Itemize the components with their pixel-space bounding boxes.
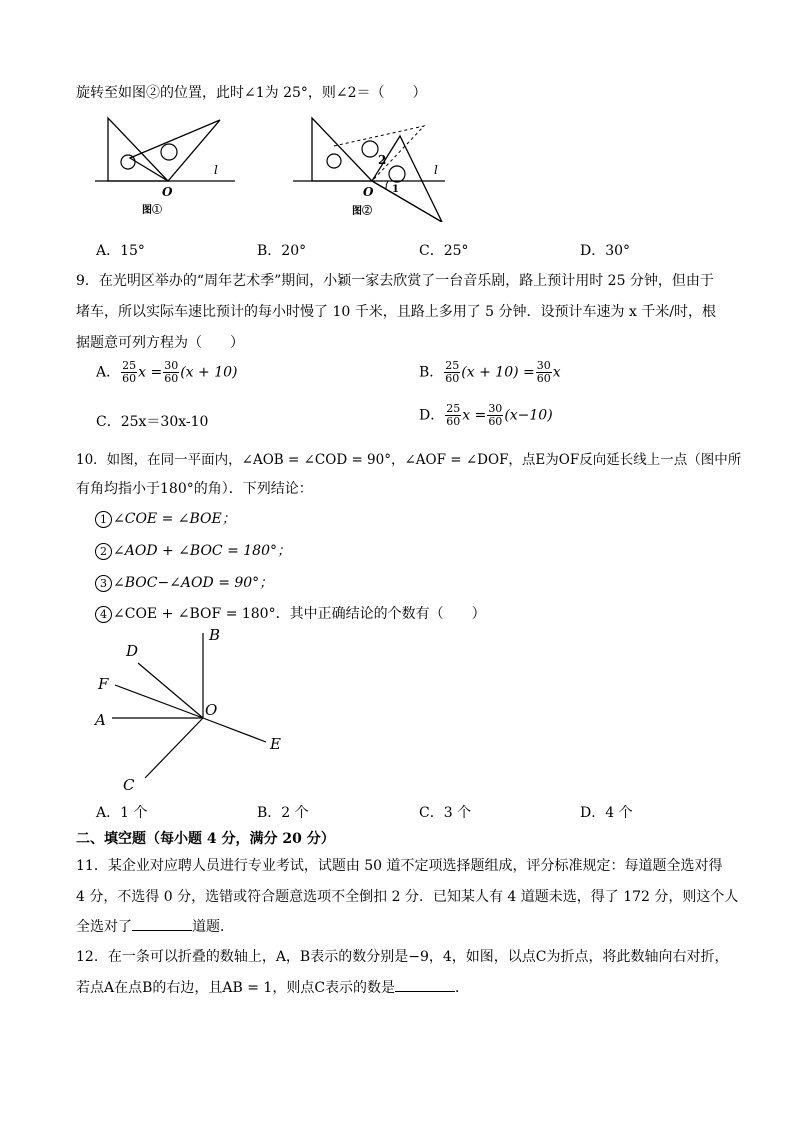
fig1-set-square-right (130, 120, 220, 181)
q10-conclusion-1: 1 ∠COE = ∠BOE； (95, 508, 236, 528)
q12-line-2: 若点A在点B的右边，且AB = 1，则点C表示的数是 ． (76, 980, 470, 996)
q8-option-c: C．25° (419, 243, 469, 259)
fig1-caption: 图① (142, 205, 162, 216)
section-2-title: 二、填空题（每小题 4 分，满分 20 分） (76, 831, 335, 847)
fig2-label-1: 1 (392, 184, 399, 195)
label-F: F (98, 675, 109, 693)
fig2-label-2: 2 (378, 153, 387, 167)
q11-line-3: 全选对了 道题． (76, 919, 234, 935)
q9-option-a: A． $\frac{25}{60}$ x = $\frac{30}{60}$ (x + 10) (96, 359, 238, 385)
fig2-set-square-rotated (372, 136, 442, 222)
ray-OF (115, 685, 203, 718)
label-B: B (209, 626, 221, 644)
q9-option-c: C．25x＝30x-10 (96, 414, 209, 430)
q8-figure-1 (90, 110, 240, 220)
q9-line-3: 据题意可列方程为（ ） (76, 335, 244, 351)
q11-line-1: 11．某企业对应聘人员进行专业考试，试题由 50 道不定项选择题组成，评分标准规定：每道题全选对得 (76, 858, 723, 874)
fig2-hole-3 (389, 166, 405, 182)
label-O: O (205, 701, 218, 719)
fig1-hole-1 (121, 155, 135, 169)
fig2-hole-2 (362, 141, 378, 157)
q8-option-a: A．15° (96, 243, 145, 259)
q10-option-b: B．2 个 (257, 805, 309, 821)
q12-line-1: 12．在一条可以折叠的数轴上，A，B表示的数分别是−9，4，如图，以点C为折点，将此数轴向右对折， (76, 949, 729, 965)
q10-conclusion-2: 2 ∠AOD + ∠BOC = 180°； (95, 540, 291, 560)
q10-line-1: 10．如图，在同一平面内，∠AOB = ∠COD = 90°，∠AOF = ∠DOF，点E为OF反向延长线上一点（图中所 (76, 452, 742, 468)
q9-line-2: 堵车，所以实际车速比预计的每小时慢了 10 千米，且路上多用了 5 分钟．设预计车速为 x 千米/时，根 (76, 304, 717, 320)
fig1-hole-2 (161, 144, 177, 160)
q11-answer-blank (132, 918, 192, 931)
fig1-set-square-left (108, 118, 168, 181)
label-D: D (126, 642, 139, 660)
q10-option-c: C．3 个 (419, 805, 472, 821)
q8-option-b: B．20° (257, 243, 307, 259)
fig2-set-square-left (312, 118, 372, 181)
q8-stem: 旋转至如图②的位置，此时∠1为 25°，则∠2＝（ ） (76, 85, 427, 101)
q11-line-2: 4 分，不选得 0 分，选错或符合题意选项不全倒扣 2 分．已知某人有 4 道题未选，得了 172 分，则这个人 (76, 889, 739, 905)
q9-option-d: D． $\frac{25}{60}$ x = $\frac{30}{60}$ (x−10) (419, 402, 553, 428)
fig2-angle-1-arc (386, 181, 388, 190)
ray-OE (203, 718, 266, 742)
q10-conclusion-4: 4 ∠COE + ∠BOF = 180°．其中正确结论的个数有（ ） (95, 603, 486, 623)
ray-OD (138, 663, 203, 718)
label-E: E (270, 735, 281, 753)
fig2-caption: 图② (352, 206, 372, 217)
q9-option-b: B． $\frac{25}{60}$ (x + 10) = $\frac{30}{60}$ x (419, 359, 561, 385)
fig2-hole-1 (327, 154, 341, 168)
q10-figure (90, 625, 300, 797)
label-C: C (123, 776, 135, 794)
fig2-label-O: O (363, 185, 374, 199)
label-A: A (95, 711, 106, 729)
q8-figure-2 (290, 110, 450, 222)
q10-option-d: D．4 个 (580, 805, 633, 821)
fig2-label-l: l (434, 163, 438, 177)
q10-option-a: A．1 个 (96, 805, 148, 821)
fig1-label-l: l (214, 163, 218, 177)
q10-conclusion-3: 3 ∠BOC−∠AOD = 90°； (95, 572, 273, 592)
q9-line-1: 9．在光明区举办的“周年艺术季”期间，小颖一家去欣赏了一台音乐剧，路上预计用时 25 分钟，但由于 (76, 273, 714, 289)
fig1-label-O: O (162, 185, 173, 199)
q10-line-2: 有角均指小于180°的角）．下列结论： (76, 481, 313, 497)
q8-option-d: D．30° (580, 243, 631, 259)
ray-OC (145, 718, 203, 778)
q12-answer-blank (395, 979, 455, 992)
